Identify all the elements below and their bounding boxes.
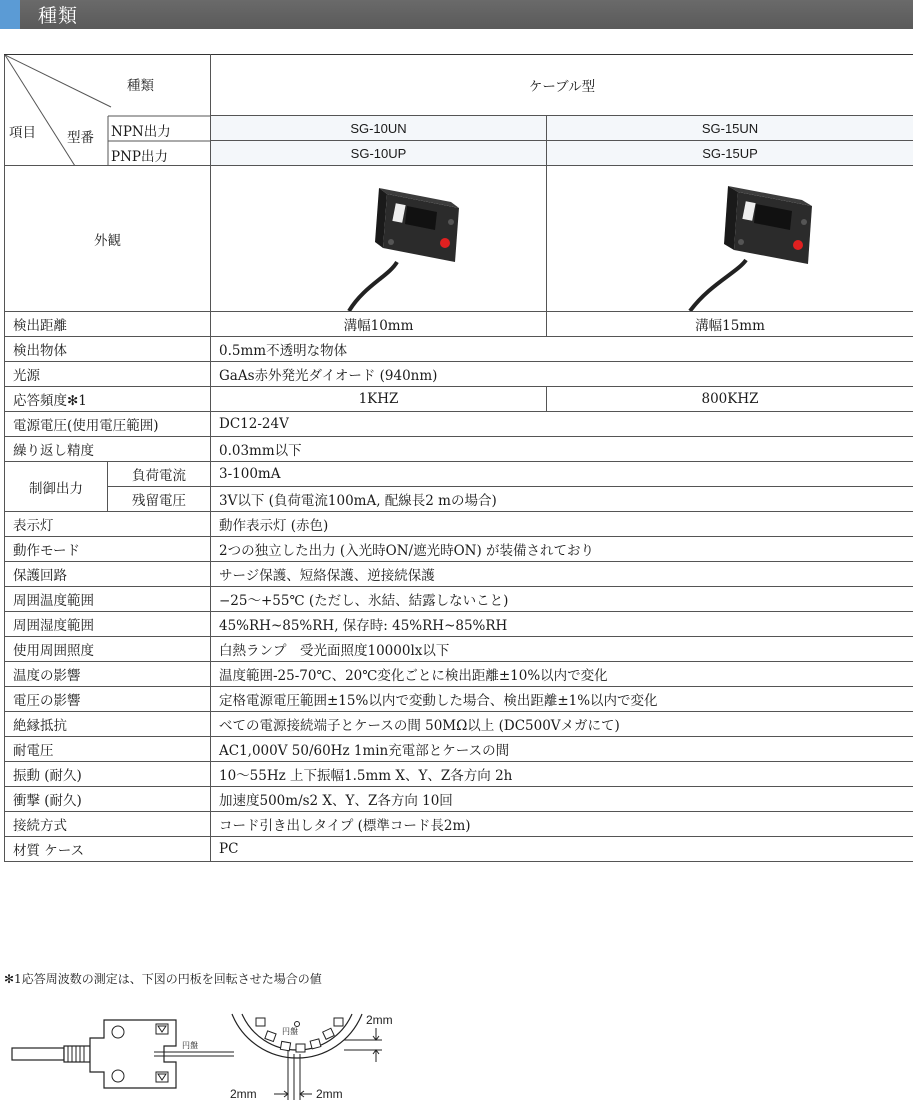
- detect-object-row: [5, 337, 913, 362]
- npn-model-2: SG-15UN: [547, 116, 913, 141]
- type-value: ケーブル型: [211, 55, 913, 116]
- detect-distance-value-1: 溝幅10mm: [211, 312, 547, 337]
- disk-label-center: 円盤: [282, 1027, 298, 1036]
- diagonal-lines: [5, 55, 211, 166]
- insulation-value: べての電源接続端子とケースの間 50MΩ以上 (DC500Vメガにて): [211, 712, 913, 737]
- repeat-label: 繰り返し精度: [5, 437, 211, 462]
- dim-bottom-left-label: 2mm: [230, 1087, 257, 1100]
- light-source-value: GaAs赤外発光ダイオード (940nm): [211, 362, 913, 387]
- voltage-label: 電源電圧(使用電圧範囲): [5, 412, 211, 437]
- protection-row: [5, 562, 913, 587]
- model-header-label: 型番: [67, 130, 94, 146]
- sensor-image-icon: [279, 166, 479, 311]
- withstand-label: 耐電圧: [5, 737, 211, 762]
- temp-range-value: −25〜+55℃ (ただし、氷結、結露しないこと): [211, 587, 913, 612]
- withstand-value: AC1,000V 50/60Hz 1min充電部とケースの間: [211, 737, 913, 762]
- volt-effect-label: 電圧の影響: [5, 687, 211, 712]
- material-label: 材質 ケース: [5, 837, 211, 862]
- temp-effect-row: [5, 662, 913, 687]
- type-row: [5, 55, 913, 116]
- connection-label: 接続方式: [5, 812, 211, 837]
- humidity-value: 45%RH~85%RH, 保存時: 45%RH~85%RH: [211, 612, 913, 637]
- detect-distance-row: [5, 312, 913, 337]
- light-source-label: 光源: [5, 362, 211, 387]
- light-source-row: [5, 362, 913, 387]
- response-label: 応答頻度✻1: [5, 387, 211, 412]
- header-diagonal-cell: [5, 55, 211, 166]
- appearance-row: [5, 166, 913, 312]
- illuminance-value: 白熱ランプ 受光面照度10000lx以下: [211, 637, 913, 662]
- residual-voltage-label: 残留電圧: [108, 487, 211, 512]
- temp-effect-label: 温度の影響: [5, 662, 211, 687]
- voltage-value: DC12-24V: [211, 412, 913, 437]
- spec-table: [4, 54, 913, 862]
- voltage-row: [5, 412, 913, 437]
- measurement-diagram: [4, 1010, 424, 1100]
- response-value-1: 1KHZ: [211, 387, 547, 412]
- sensor-photo-2: [547, 166, 913, 312]
- npn-label: NPN出力: [111, 124, 171, 140]
- detect-distance-label: 検出距離: [5, 312, 211, 337]
- mode-row: [5, 537, 913, 562]
- protection-value: サージ保護、短絡保護、逆接続保護: [211, 562, 913, 587]
- footnote: ✻1応答周波数の測定は、下図の円板を回転させた場合の値: [4, 972, 322, 986]
- humidity-label: 周囲湿度範囲: [5, 612, 211, 637]
- control-output-label: 制御出力: [5, 462, 108, 512]
- temp-range-row: [5, 587, 913, 612]
- indicator-row: [5, 512, 913, 537]
- repeat-row: [5, 437, 913, 462]
- load-current-value: 3-100mA: [211, 462, 913, 487]
- mode-value: 2つの独立した出力 (入光時ON/遮光時ON) が装備されており: [211, 537, 913, 562]
- connection-row: [5, 812, 913, 837]
- vibration-label: 振動 (耐久): [5, 762, 211, 787]
- load-current-label: 負荷電流: [108, 462, 211, 487]
- indicator-label: 表示灯: [5, 512, 211, 537]
- mode-label: 動作モード: [5, 537, 211, 562]
- humidity-row: [5, 612, 913, 637]
- section-header: [0, 0, 913, 29]
- sensor-image-icon: [630, 166, 830, 311]
- appearance-label: 外観: [5, 166, 211, 312]
- withstand-row: [5, 737, 913, 762]
- shock-row: [5, 787, 913, 812]
- residual-voltage-value: 3V以下 (負荷電流100mA, 配線長2 mの場合): [211, 487, 913, 512]
- shock-value: 加速度500m/s2 X、Y、Z各方向 10回: [211, 787, 913, 812]
- material-value: PC: [211, 837, 913, 862]
- pnp-label: PNP出力: [111, 149, 168, 165]
- connection-value: コード引き出しタイプ (標準コード長2m): [211, 812, 913, 837]
- npn-model-1: SG-10UN: [211, 116, 547, 141]
- volt-effect-row: [5, 687, 913, 712]
- temp-effect-value: 温度範囲-25-70℃、20℃変化ごとに検出距離±10%以内で変化: [211, 662, 913, 687]
- vibration-value: 10〜55Hz 上下振幅1.5mm X、Y、Z各方向 2h: [211, 762, 913, 787]
- material-row: [5, 837, 913, 862]
- sensor-photo-1: [211, 166, 547, 312]
- detect-distance-value-2: 溝幅15mm: [547, 312, 913, 337]
- section-title: 種類: [38, 5, 79, 27]
- response-value-2: 800KHZ: [547, 387, 913, 412]
- item-header-label: 項目: [9, 125, 36, 141]
- control-residual-row: [5, 487, 913, 512]
- header-accent-bar: [0, 0, 20, 29]
- indicator-value: 動作表示灯 (赤色): [211, 512, 913, 537]
- detect-object-value: 0.5mm不透明な物体: [211, 337, 913, 362]
- vibration-row: [5, 762, 913, 787]
- protection-label: 保護回路: [5, 562, 211, 587]
- volt-effect-value: 定格電源電圧範囲±15%以内で変動した場合、検出距離±1%以内で変化: [211, 687, 913, 712]
- pnp-model-2: SG-15UP: [547, 141, 913, 166]
- temp-range-label: 周囲温度範囲: [5, 587, 211, 612]
- shock-label: 衝撃 (耐久): [5, 787, 211, 812]
- illuminance-label: 使用周囲照度: [5, 637, 211, 662]
- dim-bottom-right-label: 2mm: [316, 1087, 343, 1100]
- dim-right-label: 2mm: [366, 1013, 393, 1027]
- insulation-label: 絶縁抵抗: [5, 712, 211, 737]
- disk-label-left: 円盤: [182, 1041, 198, 1050]
- illuminance-row: [5, 637, 913, 662]
- pnp-model-1: SG-10UP: [211, 141, 547, 166]
- insulation-row: [5, 712, 913, 737]
- type-header-label: 種類: [127, 78, 154, 94]
- control-load-row: [5, 462, 913, 487]
- repeat-value: 0.03mm以下: [211, 437, 913, 462]
- response-row: [5, 387, 913, 412]
- detect-object-label: 検出物体: [5, 337, 211, 362]
